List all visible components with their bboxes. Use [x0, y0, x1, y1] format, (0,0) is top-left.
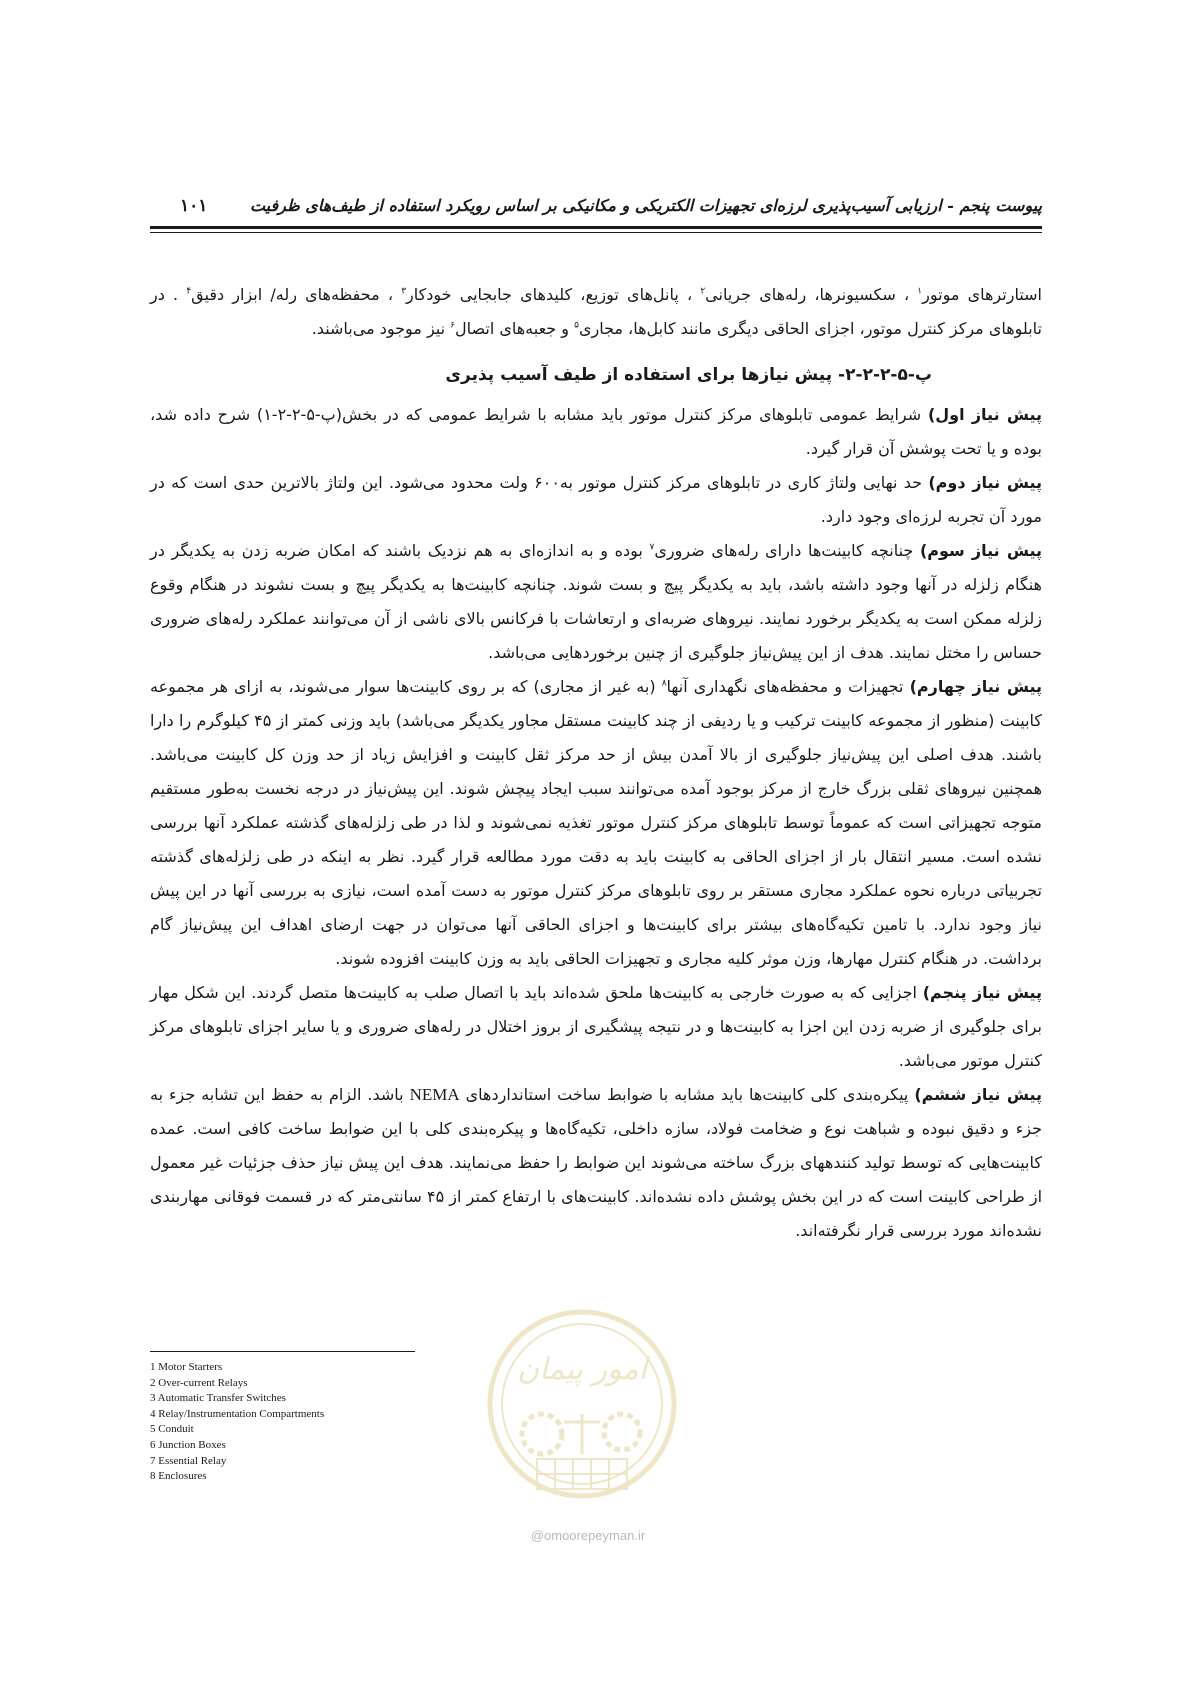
footnote-ref: ۱ — [917, 286, 923, 297]
footnote-item: 1 Motor Starters — [150, 1361, 223, 1373]
page-header — [150, 192, 1042, 222]
requirement-text: اجزایی که به صورت خارجی به کابینت‌ها ملحق شده‌اند باید با اتصال صلب به کابینت‌ها متصل گردند. این شکل مهار برای جلوگیری از ضربه زدن این اجزا به کابینت‌ها و در نتیجه پیشگیری از بروز اختلال در رله‌های ضروری و یا سایر اجزای تابلوهای مرکز کنترل موتور می‌باشد. — [150, 983, 1042, 1070]
footnote-item: 6 Junction Boxes — [150, 1438, 226, 1451]
header-rule-thick — [150, 226, 1042, 229]
footnote-ref: ۵ — [574, 320, 579, 331]
footnote-ref: ۷ — [649, 542, 655, 553]
intro-text: استارترهای موتور — [922, 285, 1043, 304]
footnote-ref: ۳ — [401, 286, 407, 297]
footnote-item: 2 Over-current Relays — [150, 1376, 248, 1389]
main-text — [150, 278, 1042, 1248]
watermark-logo-icon — [482, 1304, 682, 1514]
running-title: پیوست پنجم - ارزیابی آسیب‌پذیری لرزه‌ای تجهیزات الکتریکی و مکانیکی بر اساس رویکرد استفاده از طیف‌های ظرفیت — [249, 196, 1042, 215]
footnotes — [150, 1360, 450, 1485]
requirement-text: باشد. الزام به حفظ این تشابه جزء به جزء و دقیق نبوده و شباهت نوع و ضخامت فولاد، سازه داخلی، تکیه‌گاه‌ها و پیکره‌بندی کلی با این ضوابط ساخت کافی است. عمده کابینت‌هایی که توسط تولید کنندههای بزرگ ساخته می‌شوند این ضوابط را حفظ می‌نمایند. هدف این پیش نیاز حذف جزئیات غیر معمول از طراحی کابینت است که در این بخش پوشش داده نشده‌اند. کابینت‌های با ارتفاع کمتر از ۴۵ سانتی‌متر که در قسمت فوقانی مهاربندی نشده‌اند مورد بررسی قرار نگرفته‌اند. — [150, 1085, 1043, 1240]
footnote-separator — [150, 1351, 415, 1352]
requirement-first — [150, 398, 1042, 466]
requirement-sixth — [150, 1078, 1042, 1248]
requirement-text: چنانچه کابینت‌ها دارای رله‌های ضروری — [654, 541, 920, 560]
requirement-label: پیش نیاز پنجم) — [922, 983, 1043, 1002]
footnote-item: 3 Automatic Transfer Switches — [150, 1392, 286, 1405]
requirement-label: پیش نیاز سوم) — [919, 541, 1042, 560]
requirement-label: پیش نیاز دوم) — [928, 473, 1043, 492]
requirement-label: پیش نیاز چهارم) — [909, 677, 1043, 696]
footnote-ref: ۴ — [186, 286, 192, 297]
intro-text: . در تابلوهای مرکز کنترل موتور، اجزای الحاقی دیگری مانند کابل‌ها، مجاری — [150, 285, 1042, 338]
svg-text:امور پیمان: امور پیمان — [517, 1352, 647, 1387]
intro-text: ، سکسیونرها، رله‌های جریانی — [705, 285, 918, 304]
requirement-text: حد نهایی ولتاژ کاری در تابلوهای مرکز کنترل موتور به۶۰۰ ولت محدود می‌شود. این ولتاژ بالاترین حدی است که در مورد آن تجربه لرزه‌ای وجود دارد. — [150, 473, 1042, 526]
requirement-text: بوده و به اندازه‌ای به هم نزدیک باشند که امکان ضربه زدن به یکدیگر در هنگام زلزله در آنها وجود داشته باشد، باید به یکدیگر پیچ و بست شوند. چنانچه کابینت‌ها به یکدیگر پیچ و بست نشوند در هنگام وقوع زلزله ممکن است به یکدیگر برخورد نمایند. نیروهای ضربه‌ای و ارتعاشات با فرکانس بالای ناشی از آن می‌توانند عملکرد رله‌های ضروری حساس را مختل نمایند. هدف از این پیش‌نیاز جلوگیری از چنین برخوردهایی می‌باشد. — [150, 541, 1042, 662]
footnote-ref: ۸ — [661, 678, 667, 689]
requirement-second — [150, 466, 1042, 534]
footnote-item: 8 Enclosures — [150, 1470, 207, 1483]
section-heading: پ-۵-۲-۲-۲- پیش نیازها برای استفاده از طیف آسیب پذیری — [445, 365, 932, 385]
requirement-label: پیش نیاز ششم) — [914, 1085, 1042, 1104]
intro-text: و جعبه‌های اتصال — [454, 319, 575, 338]
intro-text: ، پانل‌های توزیع، کلیدهای جابجایی خودکار — [406, 285, 701, 304]
intro-text: ، محفظه‌های رله/ ابزار دقیق — [191, 285, 402, 304]
footnote-ref: ۶ — [450, 320, 455, 331]
watermark-url: @omoorepeyman.ir — [530, 1528, 646, 1543]
requirement-third — [150, 534, 1042, 670]
header-rule-thin — [150, 232, 1042, 233]
footnote-item: 7 Essential Relay — [150, 1454, 227, 1467]
page-number: ۱۰۱ — [180, 196, 208, 216]
footnote-ref: ۲ — [700, 286, 706, 297]
requirement-label: پیش نیاز اول) — [927, 405, 1043, 424]
requirement-text: تجهیزات و محفظه‌های نگهداری آنها — [666, 677, 910, 696]
nema-term: NEMA — [409, 1085, 460, 1104]
intro-paragraph — [150, 278, 1042, 346]
requirement-text: (به غیر از مجاری) که بر روی کابینت‌ها سوار می‌شوند، به ازای هر مجموعه کابینت (منظور از مجموعه کابینت ترکیب و یا ردیفی از چند کابینت مستقل مجاور یکدیگر می‌باشد) باید وزنی کمتر از ۴۵ کیلوگرم را دارا باشند. هدف اصلی این پیش‌نیاز جلوگیری از بالا آمدن بیش از حد مرکز ثقل کابینت و افزایش زیاد از حد وزن کل کابینت می‌باشد. همچنین نیروهای ثقلی بزرگ خارج از مرکز بوجود آمده می‌توانند سبب ایجاد پیچش شوند. این پیش‌نیاز در درجه نخست به‌طور مستقیم متوجه تجهیزاتی است که عموماً توسط تابلوهای مرکز کنترل موتور تغذیه نمی‌شوند و لذا در طی زلزله‌های گذشته عملکرد آنها بررسی نشده است. مسیر انتقال بار از اجزای الحاقی به کابینت باید به دقت مورد مطالعه قرار گیرد. نظر به اینکه در طی زلزله‌های گذشته تجربیاتی درباره نحوه عملکرد مجاری مستقر بر روی تابلوهای مرکز کنترل موتور به دست آمده است، نیازی به بررسی آنها در این پیش نیاز وجود ندارد. با تامین تکیه‌گاه‌های بیشتر برای کابینت‌ها و اجزای الحاقی آنها می‌توان در جهت ارضای اهداف این پیش‌نیاز گام برداشت. در هنگام کنترل مهارها، وزن موثر کلیه مجاری و تجهیزات الحاقی باید به وزن کابینت افزوده شوند. — [150, 677, 1043, 968]
requirement-text: شرایط عمومی تابلوهای مرکز کنترل موتور باید مشابه با شرایط عمومی که در بخش(پ-۵-۲-۲-۱) شرح داده شد، بوده و یا تحت پوشش آن قرار گیرد. — [150, 405, 1042, 458]
requirement-fifth — [150, 976, 1042, 1078]
requirement-text: پیکره‌بندی کلی کابینت‌ها باید مشابه با ضوابط ساخت استانداردهای — [459, 1085, 915, 1104]
requirement-fourth — [150, 670, 1042, 976]
footnote-item: 5 Conduit — [150, 1423, 194, 1436]
footnote-item: 4 Relay/Instrumentation Compartments — [150, 1407, 325, 1420]
intro-text: نیز موجود می‌باشند. — [311, 319, 451, 338]
